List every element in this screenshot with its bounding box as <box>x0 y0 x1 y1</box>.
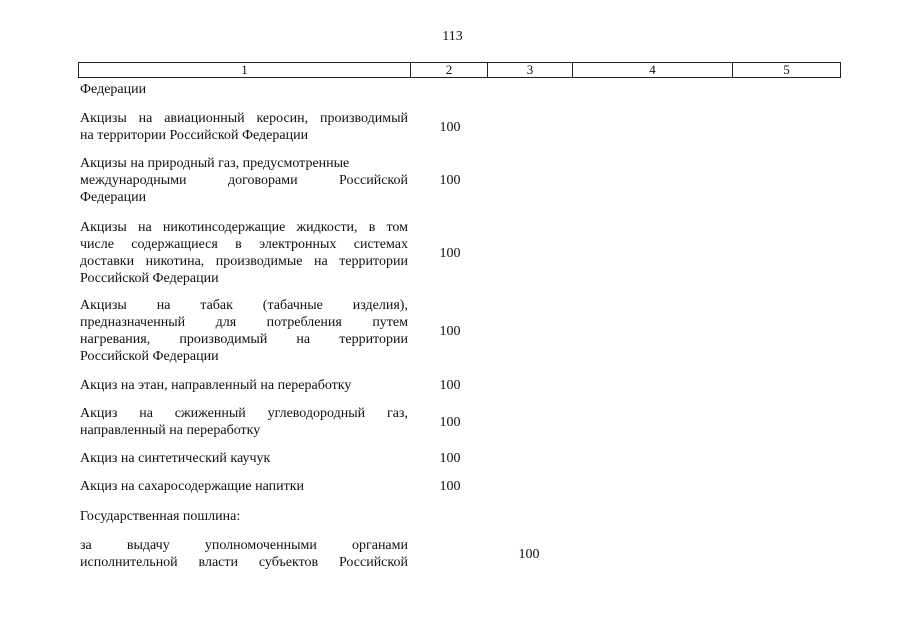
word: территории <box>339 254 408 269</box>
word: Акциз <box>80 406 118 421</box>
column-header-5: 5 <box>783 62 790 77</box>
row-description-line: Федерации <box>80 190 147 205</box>
word: содержащиеся <box>131 237 218 252</box>
row-description-line <box>80 110 408 127</box>
word: сжиженный <box>174 406 246 421</box>
row-description-line <box>80 172 408 189</box>
word: никотина, <box>145 254 205 269</box>
word: предназначенный <box>80 315 186 330</box>
word: Российской <box>339 173 408 188</box>
row-description <box>80 377 408 394</box>
word: выдачу <box>126 538 170 553</box>
column-header-2: 2 <box>411 63 488 77</box>
word: производимый <box>179 332 268 347</box>
word: договорами <box>227 173 298 188</box>
word: субъектов <box>258 555 319 570</box>
word: на <box>296 332 311 347</box>
word: потребления <box>266 315 342 330</box>
word: Российской <box>338 555 408 570</box>
row-description-line: Акциз на синтетический каучук <box>80 451 271 466</box>
row-description <box>80 508 408 525</box>
word: исполнительной <box>80 555 178 570</box>
word: том <box>386 220 408 235</box>
word: на <box>138 111 153 126</box>
value-column-3: 100 <box>518 546 540 562</box>
row-description <box>80 155 408 206</box>
word: на <box>137 220 152 235</box>
row-description-line <box>80 554 408 571</box>
word: газ, <box>386 406 408 421</box>
value-column-2: 100 <box>439 323 461 339</box>
row-description <box>80 297 408 365</box>
word: на <box>139 406 153 421</box>
word: на <box>314 254 328 269</box>
value-column-2: 100 <box>439 479 461 494</box>
word: числе <box>80 237 114 252</box>
value-column-2: 100 <box>439 378 461 393</box>
word: производимый <box>320 111 408 126</box>
value-column-2: 100 <box>439 119 461 135</box>
word: путем <box>372 315 408 330</box>
row-description-line: Акцизы на природный газ, предусмотренные <box>80 156 350 171</box>
row-description-line <box>80 253 408 270</box>
column-header-3: 3 <box>488 63 573 77</box>
word: за <box>80 538 92 553</box>
word: электронных <box>259 237 337 252</box>
row-description-line <box>80 297 408 314</box>
row-description-line: направленный на переработку <box>80 423 261 438</box>
word: авиационный <box>164 111 245 126</box>
word: керосин, <box>256 111 309 126</box>
word: нагревания, <box>80 332 151 347</box>
word: углеводородный <box>267 406 366 421</box>
row-description-line <box>80 331 408 348</box>
row-description-line <box>80 236 408 253</box>
row-description-line: Акциз на этан, направленный на переработку <box>80 378 352 393</box>
row-description-line: Государственная пошлина: <box>80 509 241 524</box>
row-description <box>80 405 408 439</box>
column-header-table <box>78 62 841 78</box>
column-header-4: 4 <box>573 63 733 77</box>
row-description-line: Российской Федерации <box>80 271 219 286</box>
word: жидкости, <box>296 220 358 235</box>
column-header-1: 1 <box>79 63 411 77</box>
word: органами <box>351 538 408 553</box>
word: уполномоченными <box>204 538 317 553</box>
value-column-2: 100 <box>439 451 461 466</box>
word: системах <box>353 237 408 252</box>
row-description <box>80 537 408 571</box>
word: в <box>235 237 242 252</box>
row-description-line: Российской Федерации <box>80 349 219 364</box>
value-column-2: 100 <box>439 245 461 261</box>
word: территории <box>339 332 408 347</box>
word: (табачные <box>262 298 323 313</box>
value-column-2: 100 <box>439 173 461 188</box>
row-description <box>80 478 408 495</box>
row-description-line: Акциз на сахаросодержащие напитки <box>80 479 305 494</box>
row-description-line <box>80 219 408 236</box>
word: в <box>368 220 376 235</box>
value-column-2: 100 <box>439 414 461 430</box>
word: табак <box>200 298 233 313</box>
word: производимые <box>215 254 303 269</box>
word: доставки <box>80 254 135 269</box>
row-description-line: на территории Российской Федерации <box>80 128 309 143</box>
word: никотинсодержащие <box>162 220 286 235</box>
word: власти <box>198 555 238 570</box>
word: Акцизы <box>80 111 127 126</box>
row-description-line <box>80 405 408 422</box>
word: на <box>156 298 171 313</box>
row-description-line <box>80 314 408 331</box>
word: изделия), <box>352 298 408 313</box>
word: международными <box>80 173 187 188</box>
row-description <box>80 219 408 287</box>
word: Акцизы <box>80 220 127 235</box>
continuation-text: Федерации <box>80 82 147 97</box>
word: для <box>215 315 237 330</box>
row-description <box>80 450 408 467</box>
word: Акцизы <box>80 298 127 313</box>
row-description <box>80 110 408 144</box>
row-description-line <box>80 537 408 554</box>
page-number: 113 <box>442 29 463 44</box>
